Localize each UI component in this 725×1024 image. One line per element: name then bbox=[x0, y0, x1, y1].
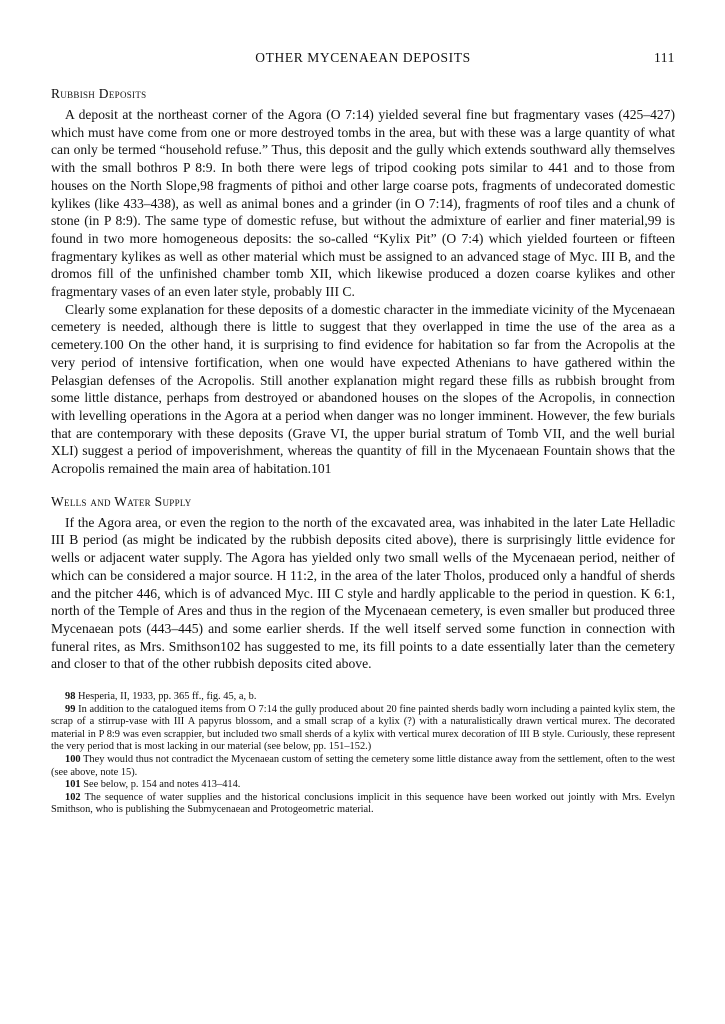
footnote-number: 102 bbox=[65, 791, 81, 803]
footnote-number: 101 bbox=[65, 779, 81, 791]
footnote-text: In addition to the catalogued items from O 7:14 the gully produced about 20 fine painted sherds badly worn including a painted kylix stem, the scrap of a stirrup-vase with III A papyrus blossom, and a small scrap of a kylix (?) with a naturalistically drawn vertical murex. The decorated material in P 8:9 was even scrappier, but included two small sherds of a kylix with vertical murex decoration of III B style. Curiously, these represent the very period that is most lacking in our material (see below, pp. 151–152.) bbox=[51, 703, 675, 753]
running-title: OTHER MYCENAEAN DEPOSITS bbox=[255, 50, 471, 65]
footnote bbox=[51, 704, 675, 754]
page-number: 111 bbox=[653, 50, 675, 65]
running-head bbox=[51, 40, 675, 66]
section-heading-wells-and-water-supply: Wells and Water Supply bbox=[51, 493, 192, 509]
page bbox=[51, 40, 675, 817]
footnote-text: The sequence of water supplies and the historical conclusions implicit in this sequence have been worked out jointly with Mrs. Evelyn Smithson, who is publishing the Submycenaean and Protogeometric material. bbox=[51, 791, 675, 816]
footnote-number: 98 bbox=[65, 691, 76, 703]
footnote bbox=[51, 754, 675, 779]
footnote-text: Hesperia, II, 1933, pp. 365 ff., fig. 45, a, b. bbox=[78, 691, 257, 703]
footnote-number: 100 bbox=[65, 754, 81, 766]
paragraph: If the Agora area, or even the region to the north of the excavated area, was inhabited in the later Late Helladic III B period (as might be indicated by the rubbish deposits cited above), there is surprisingly little evidence for wells or adjacent water supply. The Agora has yielded only two small wells of the Mycenaean period, neither of which can be considered a major source. H 11:2, in the area of the later Tholos, produced only a handful of sherds and the pitcher 446, which is of advanced Myc. III C style and hardly applicable to the period in question. K 6:1, north of the Temple of Ares and thus in the region of the Mycenaean cemetery, is even smaller but produced three Mycenaean pots (443–445) and some earlier sherds. If the well itself served some function in connection with funeral rites, as Mrs. Smithson102 has suggested to me, its fill points to a date essentially later than the cemetery and closer to that of the other rubbish deposits cited above. bbox=[51, 514, 675, 672]
paragraph: A deposit at the northeast corner of the Agora (O 7:14) yielded several fine but fragmentary vases (425–427) which must have come from one or more destroyed tombs in the area, but with these was a large quantity of what can only be termed “household refuse.” Thus, this deposit and the gully which extends southward ally themselves with the small bothros P 8:9. In both there were legs of tripod cooking pots similar to 441 and to those from houses on the North Slope,98 fragments of pithoi and other large coarse pots, fragments of undecorated domestic kylikes (like 433–438), as well as animal bones and a grinder (in O 7:14), fragments of roof tiles and a chunk of stone (in P 8:9). The same type of domestic refuse, but without the admixture of earlier and finer material,99 is found in two more homogeneous deposits: the so-called “Kylix Pit” (O 7:4) which yielded fourteen or fifteen fragmentary kylikes as well as other material which must be assigned to an advanced stage of Myc. III B, and the dromos fill of the unfinished chamber tomb XII, which likewise produced a dozen coarse kylikes and other fragmentary vases of an even later style, probably III C. bbox=[51, 107, 675, 300]
footnote-text: They would thus not contradict the Mycenaean custom of setting the cemetery some little distance away from the settlement, often to the west (see above, note 15). bbox=[51, 754, 675, 778]
footnote-number: 99 bbox=[65, 703, 76, 715]
section-heading-rubbish-deposits: Rubbish Deposits bbox=[51, 86, 147, 101]
footnote bbox=[51, 779, 675, 792]
footnote-text: See below, p. 154 and notes 413–414. bbox=[83, 779, 241, 791]
footnote bbox=[51, 792, 675, 817]
footnotes bbox=[51, 691, 675, 817]
paragraph: Clearly some explanation for these deposits of a domestic character in the immediate vicinity of the Mycenaean cemetery is needed, although there is little to suggest that they overlapped in time the use of the area as a cemetery.100 On the other hand, it is surprising to find evidence for habitation so far from the Acropolis at the very period of intensive fortification, when one would have expected Athenians to have gathered within the Pelasgian defenses of the Acropolis. Still another explanation might regard these fills as rubbish brought from some little distance, perhaps from destroyed or abandoned houses on the slopes of the Acropolis, in connection with levelling operations in the Agora at a period when danger was no longer imminent. However, the few burials that are contemporary with these deposits (Grave VI, the upper burial stratum of Tomb VII, and the well burial XLI) suggest a period of impoverishment, whereas the quantity of fill in the Mycenaean Fountain shows that the Acropolis remained the main area of habitation.101 bbox=[51, 301, 675, 477]
footnote bbox=[51, 691, 675, 704]
